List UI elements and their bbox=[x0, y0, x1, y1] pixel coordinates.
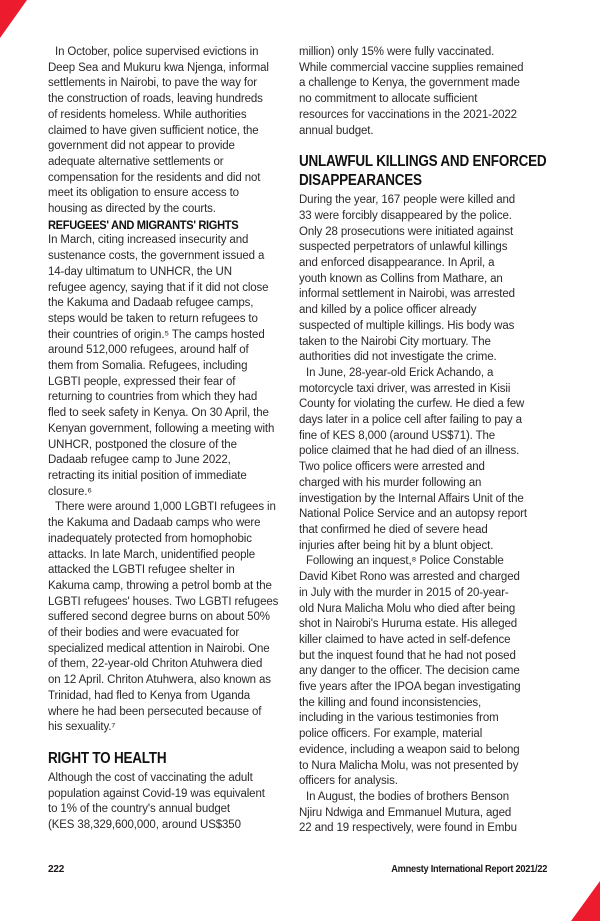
text-line: police officers. For example, material bbox=[299, 728, 483, 741]
text-line: on 12 April. Chriton Atuhwera, also known as bbox=[48, 674, 271, 687]
page-number: 222 bbox=[48, 863, 65, 875]
text-line: settlements in Nairobi, to pave the way for bbox=[48, 77, 257, 90]
text-line: government did not appear to provide bbox=[48, 140, 235, 153]
heading-line: RIGHT TO HEALTH bbox=[48, 749, 167, 767]
text-line: inadequately protected from homophobic bbox=[48, 532, 252, 545]
text-line: fine of KES 8,000 (around US$71). The bbox=[299, 429, 496, 442]
text-line: refugee agency, saying that if it did not close bbox=[48, 281, 269, 294]
heading-refugees-and-migrants-rights bbox=[48, 218, 296, 234]
text-line: his sexuality.⁷ bbox=[48, 721, 116, 734]
paragraph-march-unhcr-ultimatum bbox=[48, 233, 296, 500]
text-line: no commitment to allocate sufficient bbox=[299, 93, 478, 106]
text-line: where he had been persecuted because of bbox=[48, 705, 262, 718]
heading-line: REFUGEES' AND MIGRANTS' RIGHTS bbox=[48, 217, 239, 232]
text-line: including in the various testimonies from bbox=[299, 712, 499, 725]
text-line: officers for analysis. bbox=[299, 775, 398, 788]
text-line: returning to countries from which they had bbox=[48, 391, 258, 404]
text-line: evidence, including a weapon said to belong bbox=[299, 743, 520, 756]
text-line: Only 28 prosecutions were initiated against bbox=[299, 225, 514, 238]
text-line: suspected of multiple killings. His body was bbox=[299, 319, 515, 332]
text-line: suspected perpetrators of unlawful killings bbox=[299, 241, 508, 254]
text-line: investigation by the Internal Affairs Unit of the bbox=[299, 492, 524, 505]
text-line: taken to the Nairobi City mortuary. The bbox=[299, 335, 491, 348]
left-column bbox=[48, 45, 296, 834]
text-line: housing as directed by the courts. bbox=[48, 203, 216, 216]
text-line: Kakuma camp, throwing a petrol bomb at the bbox=[48, 579, 272, 592]
text-line: their countries of origin.⁵ The camps hosted bbox=[48, 328, 265, 341]
text-line: of residents homeless. While authorities bbox=[48, 108, 247, 121]
paragraph-benson-emmanuel-bodies bbox=[299, 790, 551, 837]
page-footer bbox=[48, 863, 547, 875]
text-line: but the inquest found that he had not posed bbox=[299, 649, 516, 662]
report-title: Amnesty International Report 2021/22 bbox=[391, 863, 547, 875]
paragraph-covid-vaccination-cost bbox=[48, 771, 296, 834]
text-line: in July with the murder in 2015 of 20-year- bbox=[299, 586, 509, 599]
text-line: In August, the bodies of brothers Benson bbox=[306, 790, 509, 803]
text-line: attacks. In late March, unidentified people bbox=[48, 548, 256, 561]
text-line: informal settlement in Nairobi, was arrested bbox=[299, 288, 515, 301]
text-line: compensation for the residents and did not bbox=[48, 171, 261, 184]
text-line: Trinidad, had fled to Kenya from Uganda bbox=[48, 689, 251, 702]
paragraph-lgbti-refugees-attacks bbox=[48, 500, 296, 736]
paragraph-erick-achando bbox=[299, 366, 551, 554]
text-line: any danger to the officer. The decision came bbox=[299, 665, 520, 678]
text-line: UNHCR, postponed the closure of the bbox=[48, 438, 237, 451]
paragraph-october-evictions bbox=[48, 45, 296, 218]
text-line: the Kakuma and Dadaab camps who were bbox=[48, 517, 261, 530]
text-line: the construction of roads, leaving hundreds bbox=[48, 93, 263, 106]
text-line: and killed by a police officer already bbox=[299, 304, 477, 317]
text-line: motorcycle taxi driver, was arrested in Kisii bbox=[299, 382, 511, 395]
text-line: youth known as Collins from Mathare, an bbox=[299, 272, 503, 285]
text-line: injuries after being hit by a blunt object. bbox=[299, 539, 494, 552]
text-line: In June, 28-year-old Erick Achando, a bbox=[306, 366, 494, 379]
text-line: During the year, 167 people were killed and bbox=[299, 194, 516, 207]
text-line: 14-day ultimatum to UNHCR, the UN bbox=[48, 265, 232, 278]
text-line: annual budget. bbox=[299, 124, 374, 137]
text-line: County for violating the curfew. He died a few bbox=[299, 398, 525, 411]
text-line: Following an inquest,⁸ Police Constable bbox=[306, 555, 504, 568]
text-line: population against Covid-19 was equivalent bbox=[48, 787, 265, 800]
corner-marker-top-left-icon bbox=[0, 0, 27, 38]
text-line: closure.⁶ bbox=[48, 485, 92, 498]
text-line: Dadaab refugee camp to June 2022, bbox=[48, 454, 231, 467]
text-line: the killing and found inconsistencies, bbox=[299, 696, 482, 709]
text-line: killer claimed to have acted in self-defence bbox=[299, 633, 511, 646]
text-line: Deep Sea and Mukuru kwa Njenga, informal bbox=[48, 61, 269, 74]
text-line: charged with his murder following an bbox=[299, 476, 482, 489]
text-line: sustenance costs, the government issued a bbox=[48, 250, 265, 263]
text-line: them from Somalia. Refugees, including bbox=[48, 360, 248, 373]
text-line: authorities did not investigate the crime. bbox=[299, 351, 497, 364]
text-line: to Nura Malicha Molu, was not presented by bbox=[299, 759, 519, 772]
heading-unlawful-killings-enforced-disappearances bbox=[299, 152, 551, 190]
text-line: retracting its initial position of immediate bbox=[48, 469, 247, 482]
heading-right-to-health bbox=[48, 749, 296, 768]
text-line: Njiru Ndwiga and Emmanuel Mutura, aged bbox=[299, 806, 512, 819]
text-line: LGBTI refugees' houses. Two LGBTI refugees bbox=[48, 595, 279, 608]
right-column bbox=[299, 45, 551, 837]
text-line: There were around 1,000 LGBTI refugees in bbox=[55, 501, 276, 514]
text-line: specialized medical attention in Nairobi. One bbox=[48, 642, 270, 655]
heading-line: DISAPPEARANCES bbox=[299, 172, 422, 190]
text-line: claimed to have given sufficient notice, the bbox=[48, 124, 259, 137]
text-line: Two police officers were arrested and bbox=[299, 461, 485, 474]
text-line: that confirmed he died of severe head bbox=[299, 523, 488, 536]
text-line: and enforced disappearance. In April, a bbox=[299, 257, 495, 270]
corner-marker-bottom-right-icon bbox=[571, 881, 600, 921]
text-line: 33 were forcibly disappeared by the police. bbox=[299, 209, 512, 222]
text-line: shot in Nairobi's Huruma estate. His alleged bbox=[299, 618, 518, 631]
text-line: of them, 22-year-old Chriton Atuhwera died bbox=[48, 658, 263, 671]
text-line: In March, citing increased insecurity and bbox=[48, 234, 249, 247]
text-line: National Police Service and an autopsy report bbox=[299, 508, 527, 521]
text-line: of their bodies and were evacuated for bbox=[48, 627, 240, 640]
text-line: five years after the IPOA began investigating bbox=[299, 681, 521, 694]
text-line: LGBTI people, expressed their fear of bbox=[48, 375, 236, 388]
text-line: the Kakuma and Dadaab refugee camps, bbox=[48, 297, 254, 310]
text-line: adequate alternative settlements or bbox=[48, 155, 224, 168]
text-line: to 1% of the country's annual budget bbox=[48, 803, 231, 816]
text-line: a challenge to Kenya, the government made bbox=[299, 77, 520, 90]
paragraph-david-kibet-rono bbox=[299, 554, 551, 790]
text-line: 22 and 19 respectively, were found in Embu bbox=[299, 822, 517, 835]
text-line: Kenyan government, following a meeting with bbox=[48, 422, 275, 435]
text-line: old Nura Malicha Molu who died after being bbox=[299, 602, 516, 615]
paragraph-killings-statistics bbox=[299, 193, 551, 366]
text-line: days later in a police cell after failing to pay a bbox=[299, 414, 522, 427]
text-line: In October, police supervised evictions in bbox=[55, 46, 259, 58]
text-line: police claimed that he had died of an illness. bbox=[299, 445, 520, 458]
text-line: attacked the LGBTI refugee shelter in bbox=[48, 564, 235, 577]
text-line: fled to seek safety in Kenya. On 30 April, the bbox=[48, 407, 269, 420]
text-line: (KES 38,329,600,000, around US$350 bbox=[48, 819, 241, 832]
text-line: Although the cost of vaccinating the adult bbox=[48, 771, 253, 784]
text-line: While commercial vaccine supplies remained bbox=[299, 61, 524, 74]
text-line: around 512,000 refugees, around half of bbox=[48, 344, 249, 357]
paragraph-vaccination-continued bbox=[299, 45, 551, 139]
text-line: suffered second degree burns on about 50% bbox=[48, 611, 270, 624]
text-line: steps would be taken to return refugees to bbox=[48, 312, 258, 325]
text-line: million) only 15% were fully vaccinated. bbox=[299, 46, 495, 58]
text-line: David Kibet Rono was arrested and charged bbox=[299, 571, 520, 584]
text-line: meet its obligation to ensure access to bbox=[48, 187, 239, 200]
heading-line: UNLAWFUL KILLINGS AND ENFORCED bbox=[299, 153, 547, 171]
text-line: resources for vaccinations in the 2021-2022 bbox=[299, 108, 517, 121]
